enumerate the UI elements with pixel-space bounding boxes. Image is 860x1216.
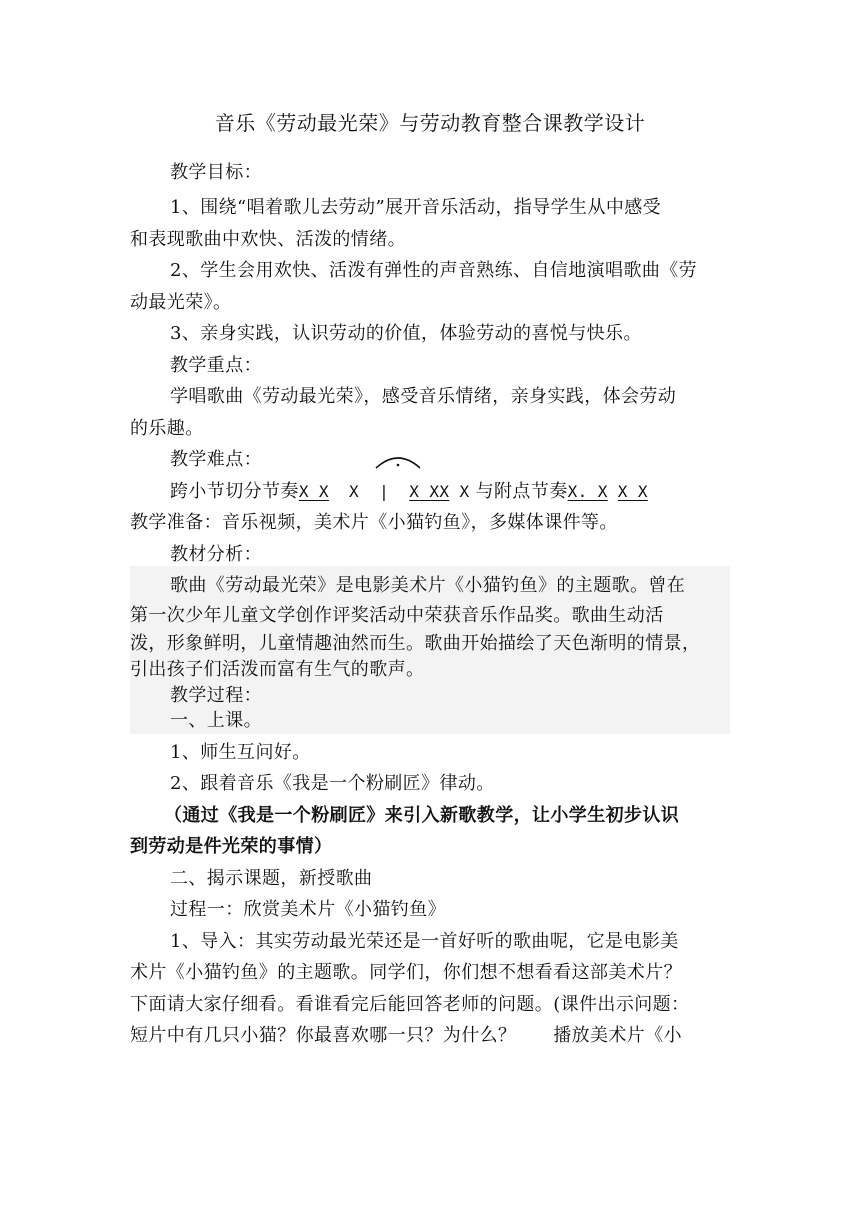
- key-points-heading: 教学重点：: [170, 355, 262, 376]
- intro-line-1: 1、导入：其实劳动最光荣还是一首好听的歌曲呢，它是电影美: [170, 931, 679, 952]
- rhythm-notation-a: X X: [298, 482, 329, 501]
- rhythm-mid-text: 与附点节奏: [475, 481, 568, 502]
- objectives-heading: 教学目标：: [170, 162, 262, 183]
- key-points-line-1: 学唱歌曲《劳动最光荣》，感受音乐情绪，亲身实践，体会劳动: [170, 386, 677, 407]
- intro-line-2: 术片《小猫钓鱼》的主题歌。同学们，你们想不想看看这部美术片？: [130, 962, 682, 983]
- document-title: 音乐《劳动最光荣》与劳动教育整合课教学设计: [214, 111, 646, 135]
- objective-1-line-2: 和表现歌曲中欢快、活泼的情绪。: [130, 229, 406, 250]
- slur-tie-icon: [374, 452, 422, 470]
- process-step-1-item-1: 1、师生互问好。: [170, 742, 311, 763]
- process-step-2: 二、揭示课题，新授歌曲: [170, 868, 373, 889]
- analysis-line-3: 泼，形象鲜明，儿童情趣油然而生。歌曲开始描绘了天色渐明的情景，: [130, 633, 701, 654]
- rhythm-notation-c: X XX: [409, 482, 450, 501]
- objective-2-line-2: 动最光荣》。: [130, 292, 232, 313]
- difficulties-heading: 教学难点：: [170, 449, 262, 470]
- rhythm-notation-d: X: [459, 482, 470, 501]
- rhythm-barline: |: [379, 482, 390, 501]
- note-line-2: 到劳动是件光荣的事情）: [130, 836, 333, 857]
- rhythm-notation-f: X X: [617, 482, 648, 501]
- objective-1-line-1: 1、围绕“唱着歌儿去劳动”展开音乐活动，指导学生从中感受: [170, 197, 662, 218]
- objective-3: 3、亲身实践，认识劳动的价值，体验劳动的喜悦与快乐。: [170, 323, 642, 344]
- process-stage-1: 过程一：欣赏美术片《小猫钓鱼》: [170, 899, 446, 920]
- process-step-1: 一、上课。: [170, 710, 262, 731]
- rhythm-notation-e: X. X: [567, 482, 608, 501]
- intro-line-4: 短片中有几只小猫？你最喜欢哪一只？为什么？ 播放美术片《小: [130, 1025, 682, 1046]
- intro-line-3: 下面请大家仔细看。看谁看完后能回答老师的问题。(课件出示问题：: [130, 994, 690, 1015]
- process-step-1-item-2: 2、跟着音乐《我是一个粉刷匠》律动。: [170, 773, 495, 794]
- process-heading: 教学过程：: [170, 685, 262, 706]
- analysis-line-4: 引出孩子们活泼而富有生气的歌声。: [130, 659, 425, 680]
- rhythm-prefix: 跨小节切分节奏: [170, 481, 299, 502]
- rhythm-line: [130, 479, 730, 505]
- analysis-line-2: 第一次少年儿童文学创作评奖活动中荣获音乐作品奖。歌曲生动活: [130, 605, 664, 626]
- key-points-line-2: 的乐趣。: [130, 418, 204, 439]
- analysis-line-1: 歌曲《劳动最光荣》是电影美术片《小猫钓鱼》的主题歌。曾在: [170, 575, 686, 596]
- note-line-1: （通过《我是一个粉刷匠》来引入新歌教学，让小学生初步认识: [164, 805, 680, 826]
- objective-2-line-1: 2、学生会用欢快、活泼有弹性的声音熟练、自信地演唱歌曲《劳: [170, 260, 698, 281]
- preparation: 教学准备：音乐视频，美术片《小猫钓鱼》，多媒体课件等。: [130, 512, 618, 533]
- analysis-heading: 教材分析：: [170, 544, 262, 565]
- rhythm-notation-b: X: [349, 482, 360, 501]
